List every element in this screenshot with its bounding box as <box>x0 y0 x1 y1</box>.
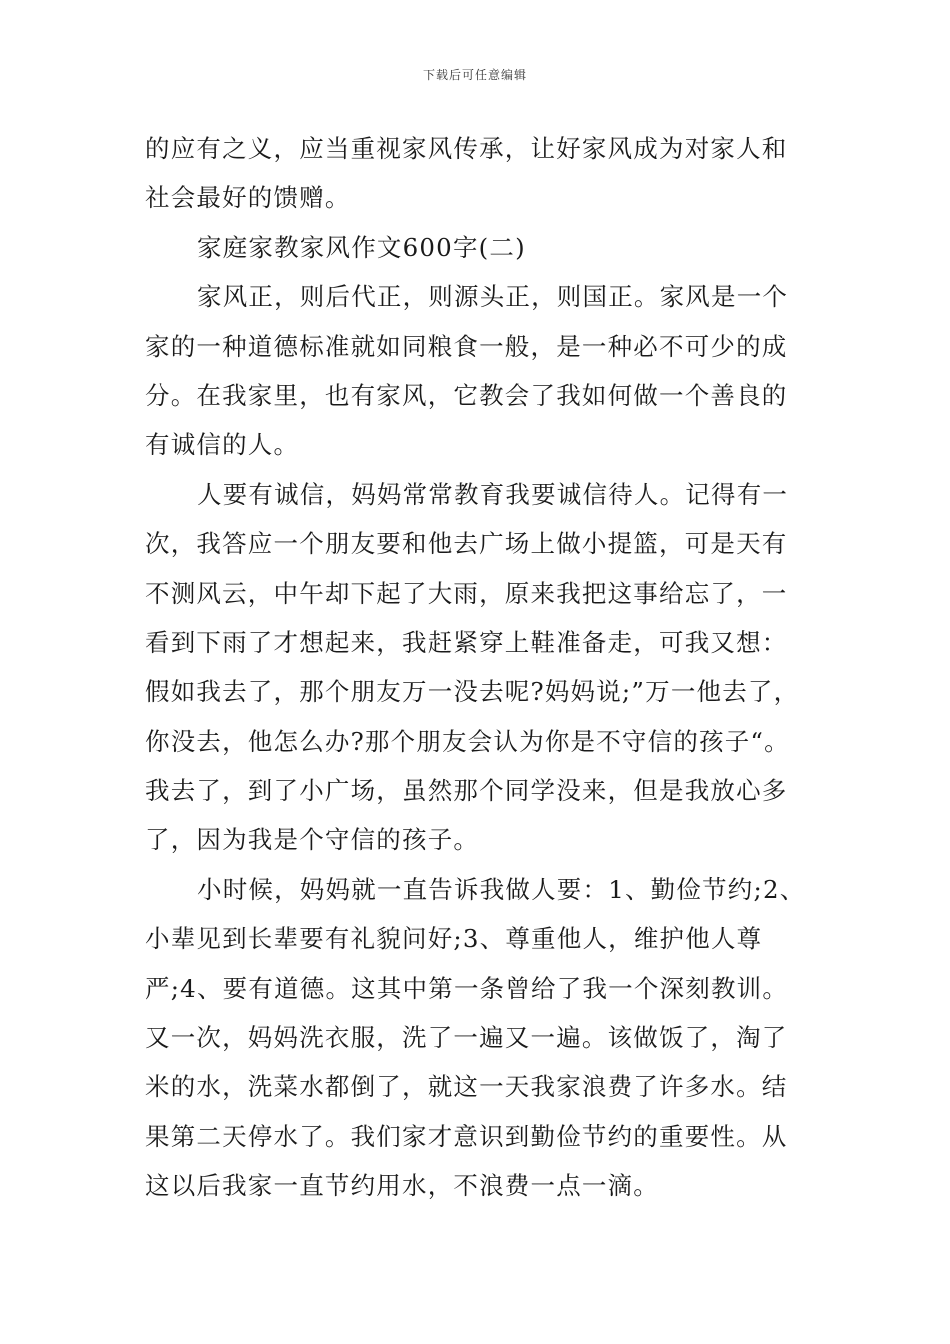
text-line: 看到下雨了才想起来，我赶紧穿上鞋准备走，可我又想： <box>145 627 788 657</box>
text-line: 人要有诚信，妈妈常常教育我要诚信待人。记得有一 <box>197 479 789 509</box>
text-line: 家的一种道德标准就如同粮食一般，是一种必不可少的成 <box>145 331 788 361</box>
text-line: 你没去，他怎么办?那个朋友会认为你是不守信的孩子“。 <box>145 726 790 756</box>
text-line: 又一次，妈妈洗衣服，洗了一遍又一遍。该做饭了，淘了 <box>145 1023 788 1053</box>
text-line: 这以后我家一直节约用水，不浪费一点一滴。 <box>145 1171 659 1201</box>
text-line: 小辈见到长辈要有礼貌问好;3、尊重他人，维护他人尊 <box>145 924 763 954</box>
text-line: 家风正，则后代正，则源头正，则国正。家风是一个 <box>197 282 789 312</box>
text-line: 假如我去了，那个朋友万一没去呢?妈妈说;”万一他去了， <box>145 677 800 707</box>
text-line: 了，因为我是个守信的孩子。 <box>145 825 480 855</box>
text-line: 的应有之义，应当重视家风传承，让好家风成为对家人和 <box>145 134 788 163</box>
text-line: 我去了，到了小广场，虽然那个同学没来，但是我放心多 <box>145 776 788 806</box>
text-line: 米的水，洗菜水都倒了，就这一天我家浪费了许多水。结 <box>145 1072 788 1102</box>
text-line: 不测风云，中午却下起了大雨，原来我把这事给忘了，一 <box>145 578 788 608</box>
text-line: 严;4、要有道德。这其中第一条曾给了我一个深刻教训。 <box>145 973 789 1003</box>
text-line: 社会最好的馈赠。 <box>145 183 351 213</box>
text-line: 次，我答应一个朋友要和他去广场上做小提篮，可是天有 <box>145 529 788 559</box>
text-line: 分。在我家里，也有家风，它教会了我如何做一个善良的 <box>145 380 788 410</box>
section-heading: 家庭家教家风作文600字(二) <box>197 232 526 262</box>
text-line: 果第二天停水了。我们家才意识到勤俭节约的重要性。从 <box>145 1121 788 1151</box>
text-line: 有诚信的人。 <box>145 430 300 460</box>
text-line: 小时候，妈妈就一直告诉我做人要：1、勤俭节约;2、 <box>197 874 806 904</box>
document-body <box>145 124 817 1211</box>
page-header: 下载后可任意编辑 <box>422 68 527 82</box>
